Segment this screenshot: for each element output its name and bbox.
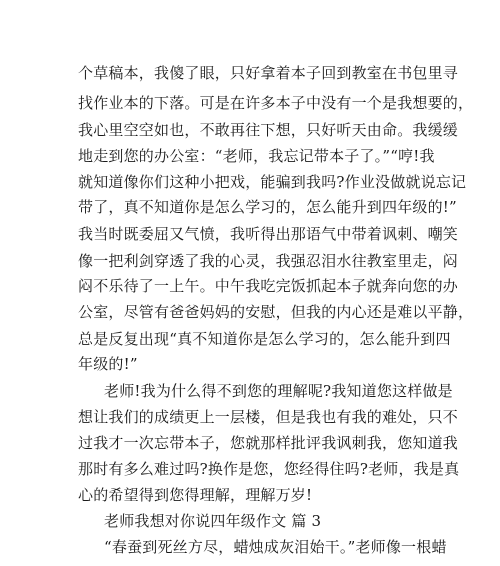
paragraph-line: 过我才一次忘带本子，您就那样批评我讽刺我，您知道我 [78,434,459,452]
paragraph-line: 老师!我为什么得不到您的理解呢?我知道您这样做是 [104,382,453,400]
paragraph-line: 地走到您的办公室：“老师，我忘记带本子了。”“哼!我 [78,147,435,165]
paragraph-line: 我当时既委屈又气愤，我听得出那语气中带着讽刺、嘲笑 [78,225,459,243]
paragraph-line: 找作业本的下落。可是在许多本子中没有一个是我想要的， [78,94,474,112]
section-heading: 老师我想对你说四年级作文 篇 3 [104,512,322,530]
paragraph-line: 像一把利剑穿透了我的心灵，我强忍泪水往教室里走，闷 [78,252,459,270]
paragraph-line: 个草稿本，我傻了眼，只好拿着本子回到教室在书包里寻 [78,64,459,82]
paragraph-line: 就知道像你们这种小把戏，能骗到我吗?作业没做就说忘记 [78,173,467,191]
paragraph-line: 我心里空空如也，不敢再往下想，只好听天由命。我缓缓 [78,121,459,139]
paragraph-line: “春蚕到死丝方尽，蜡烛成灰泪始干。”老师像一根蜡 [104,538,447,556]
paragraph-line: 闷不乐待了一上午。中午我吃完饭抓起本子就奔向您的办 [78,277,459,295]
paragraph-line: 想让我们的成绩更上一层楼，但是我也有我的难处，只不 [78,408,459,426]
paragraph-line: 那时有多么难过吗?换作是您，您经得住吗?老师，我是真 [78,460,460,478]
paragraph-line: 带了，真不知道你是怎么学习的，怎么能升到四年级的!” [78,198,457,216]
paragraph-line: 总是反复出现“真不知道你是怎么学习的，怎么能升到四 [78,330,451,348]
paragraph-line: 年级的!” [78,355,138,373]
paragraph-line: 公室，尽管有爸爸妈妈的安慰，但我的内心还是难以平静， [78,303,474,321]
paragraph-line: 心的希望得到您得理解，理解万岁! [78,486,313,504]
